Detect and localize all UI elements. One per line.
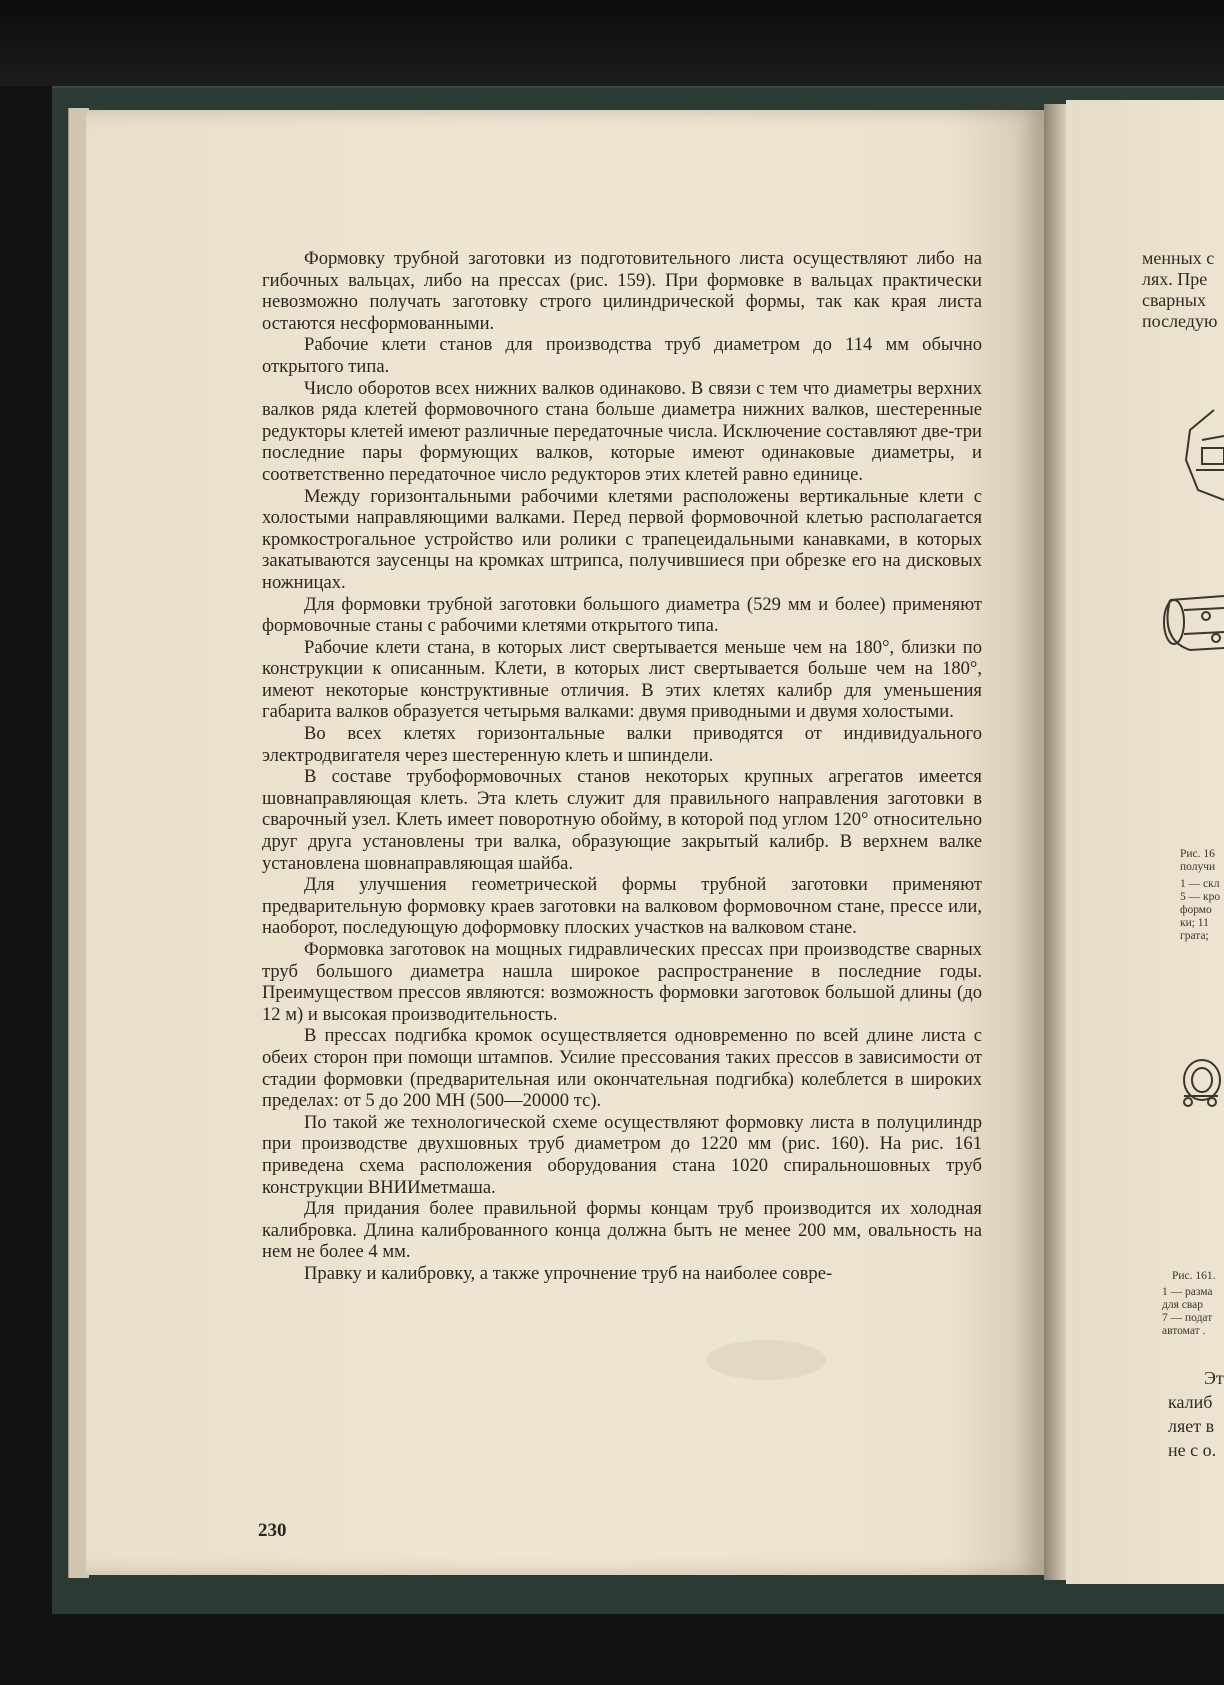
paragraph: Формовку трубной заготовки из подготовительного листа осуществляют либо на гибочных вальцах, либо на прессах (рис. 159). При формовке в вальцах практически невозможно получать заготовку строго цилиндрической формы, так как края листа остаются несформованными. xyxy=(262,248,982,334)
caption-161-line: автомат . xyxy=(1162,1325,1206,1337)
next-page-line: ляет в xyxy=(1168,1416,1215,1436)
paragraph: Для придания более правильной формы концам труб производится их холодная калибровка. Длина калиброванного конца должна быть не менее 200 мм, овальность на нем не более 4 мм. xyxy=(262,1198,982,1263)
next-page-line: не с о. xyxy=(1168,1440,1217,1460)
caption-160-line: 5 — кро xyxy=(1180,891,1221,903)
caption-160-line: Рис. 16 xyxy=(1180,848,1215,860)
paragraph: Формовка заготовок на мощных гидравлических прессах при производстве сварных труб большого диаметра нашла широкое распространение в последние годы. Преимуществом прессов являются: возможность формовки заготовок большой длины (до 12 м) и высокая производительность. xyxy=(262,939,982,1025)
paragraph: Число оборотов всех нижних валков одинаково. В связи с тем что диаметры верхних валков ряда клетей формовочного стана больше диаметра нижних валков, шестеренные редукторы клетей имеют различные передаточные числа. Исключение составляют две-три последние пары формующих валков, которые имеют одинаковые диаметры, и соответственно передаточное число редукторов этих клетей равно единице. xyxy=(262,377,982,485)
paragraph: Рабочие клети станов для производства труб диаметром до 114 мм обычно открытого типа. xyxy=(262,334,982,377)
main-text-block xyxy=(262,248,982,1285)
paragraph: Между горизонтальными рабочими клетями расположены вертикальные клети с холостыми направляющими валками. Перед первой формовочной клетью располагается кромкострогальное устройство или ролики с трапецеидальными канавками, в которых закатываются заусенцы на кромках штрипса, получившиеся при обрезке его на дисковых ножницах. xyxy=(262,485,982,593)
caption-160-line: формо xyxy=(1180,904,1212,916)
caption-160-line: получи xyxy=(1180,861,1216,873)
caption-160-line: ки; 11 xyxy=(1180,917,1209,929)
paragraph: Для формовки трубной заготовки большого диаметра (529 мм и более) применяют формовочные станы с рабочими клетями открытого типа. xyxy=(262,593,982,637)
caption-160-line: 1 — скл xyxy=(1180,878,1220,890)
page-stain xyxy=(706,1340,826,1380)
book-gutter xyxy=(1044,104,1066,1580)
paragraph: По такой же технологической схеме осуществляют формовку листа в полуцилиндр при производстве двухшовных труб диаметром до 1220 мм (рис. 160). На рис. 161 приведена схема расположения оборудования стана 1020 спиральношовных труб конструкции ВНИИметмаша. xyxy=(262,1111,982,1198)
paragraph: В составе трубоформовочных станов некоторых крупных агрегатов имеется шовнаправляющая клеть. Эта клеть служит для правильного направления заготовки в сварочный узел. Клеть имеет поворотную обойму, в которой под углом 120° относительно друг друга установлены три валка, образующие закрытый калибр. В верхнем валке установлена шовнаправляющая шайба. xyxy=(262,766,982,874)
figure-161-fragment xyxy=(1178,1050,1224,1110)
caption-161-line: 1 — разма xyxy=(1162,1286,1213,1298)
caption-160-line: грата; xyxy=(1180,930,1209,942)
paragraph: Рабочие клети стана, в которых лист свертывается меньше чем на 180°, близки по конструкции к описанным. Клети, в которых лист свертывается больше чем на 180°, имеют некоторые конструктивные отличия. В этих клетях калибр для уменьшения габарита валков образуется четырьмя валками: двумя приводными и двумя холостыми. xyxy=(262,636,982,723)
paragraph: Правку и калибровку, а также упрочнение труб на наиболее совре- xyxy=(304,1262,833,1284)
scan-background-top xyxy=(0,0,1224,86)
caption-161-line: Рис. 161. xyxy=(1172,1270,1216,1282)
caption-161-line: 7 — подат xyxy=(1162,1312,1213,1324)
figure-160-fragment xyxy=(1150,400,1224,660)
paragraph: В прессах подгибка кромок осуществляется одновременно по всей длине листа с обеих сторон при помощи штампов. Усилие прессования таких прессов в зависимости от стадии формовки (предварительная или окончательная подгибка) колеблется в широких пределах: от 5 до 200 МН (500—20000 тс). xyxy=(262,1025,982,1112)
next-page-line: Эт xyxy=(1204,1368,1224,1388)
next-page-line: менных с xyxy=(1142,248,1215,268)
page-number: 230 xyxy=(258,1520,287,1541)
paragraph: Для улучшения геометрической формы трубной заготовки применяют предварительную формовку краев заготовки на валковом формовочном стане, прессе или, наоборот, последующую доформовку плоских участков на валковом стане. xyxy=(262,874,982,939)
paragraph: Во всех клетях горизонтальные валки приводятся от индивидуального электродвигателя через шестеренную клеть и шпиндели. xyxy=(262,723,982,766)
next-page-line: последую xyxy=(1142,311,1218,331)
next-page-line: сварных xyxy=(1142,290,1206,310)
next-page-line: лях. Пре xyxy=(1142,269,1208,289)
caption-161-line: для свар xyxy=(1162,1299,1203,1311)
next-page-line: калиб xyxy=(1168,1392,1213,1412)
